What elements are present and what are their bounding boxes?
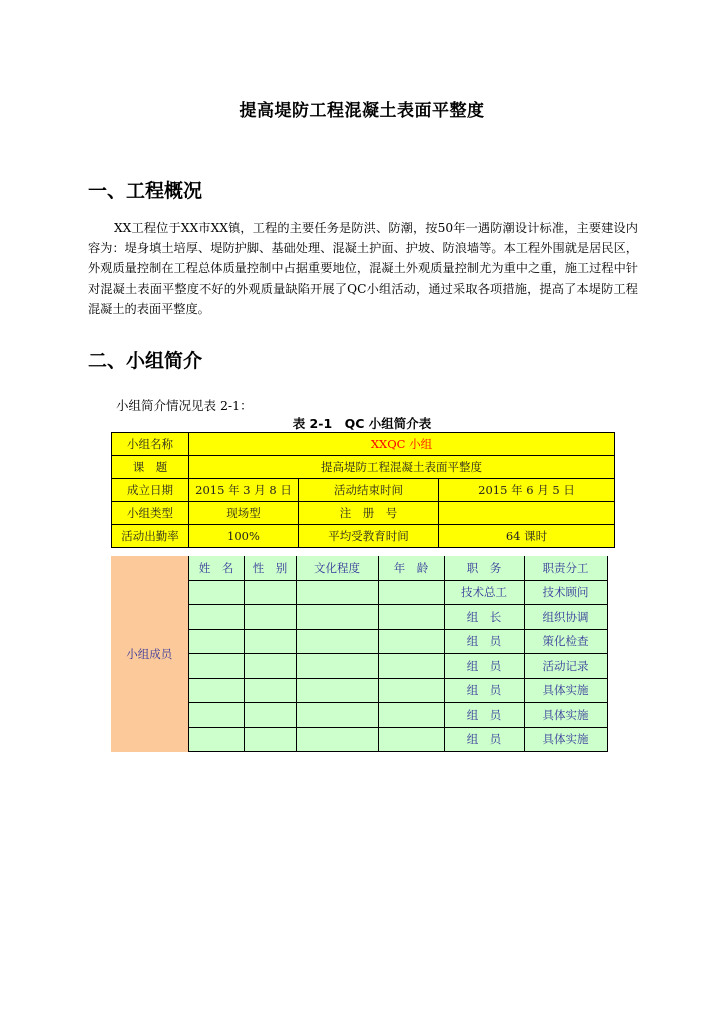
name-cell: [188, 605, 244, 630]
position-cell: 组 员: [444, 678, 524, 703]
overview-paragraph: XX工程位于XX市XX镇，工程的主要任务是防洪、防潮，按50年一遇防潮设计标准，主要建设内容为：堤身填土培厚、堤防护脚、基础处理、混凝土护面、护坡、防浪墙等。本工程外围就是居民区，外观质量控制在工程总体质量控制中占据重要地位，混凝土外观质量控制尤为重中之重，施工过程中针对混凝土表面平整度不好的外观质量缺陷开展了QC小组活动，通过采取各项措施，提高了本堤防工程混凝土的表面平整度。: [88, 221, 638, 316]
education-cell: [296, 605, 378, 630]
gender-cell: [244, 605, 296, 630]
label-cell: 平均受教育时间: [299, 525, 439, 548]
attendance-cell: 100%: [189, 525, 299, 548]
education-cell: [296, 580, 378, 605]
duty-cell: 具体实施: [524, 678, 607, 703]
header-cell: 文化程度: [296, 556, 378, 580]
gender-cell: [244, 580, 296, 605]
label-cell: 活动出勤率: [112, 525, 189, 548]
section-heading-team: 二、小组简介: [88, 350, 203, 372]
duty-cell: 具体实施: [524, 727, 607, 752]
label-cell: 活动结束时间: [299, 479, 439, 502]
header-cell: 职责分工: [524, 556, 607, 580]
info-row-dates: [112, 479, 615, 502]
group-type-cell: 现场型: [189, 502, 299, 525]
age-cell: [378, 629, 444, 654]
education-cell: [296, 654, 378, 679]
group-info-table: [111, 432, 615, 548]
name-cell: [188, 654, 244, 679]
age-cell: [378, 678, 444, 703]
duty-cell: 策化检查: [524, 629, 607, 654]
section-heading-overview: 一、工程概况: [88, 180, 203, 202]
label-cell: 成立日期: [112, 479, 189, 502]
label-cell: 注 册 号: [299, 502, 439, 525]
name-cell: [188, 703, 244, 728]
members-side-label: 小组成员: [111, 556, 188, 752]
gender-cell: [244, 678, 296, 703]
age-cell: [378, 727, 444, 752]
position-cell: 技术总工: [444, 580, 524, 605]
header-cell: 姓 名: [188, 556, 244, 580]
age-cell: [378, 703, 444, 728]
age-cell: [378, 580, 444, 605]
document-title: 提高堤防工程混凝土表面平整度: [239, 101, 485, 121]
age-cell: [378, 654, 444, 679]
education-cell: [296, 703, 378, 728]
position-cell: 组 长: [444, 605, 524, 630]
topic-cell: 提高堤防工程混凝土表面平整度: [189, 456, 615, 479]
position-cell: 组 员: [444, 703, 524, 728]
info-row-name: [112, 433, 615, 456]
position-cell: 组 员: [444, 727, 524, 752]
position-cell: 组 员: [444, 629, 524, 654]
gender-cell: [244, 703, 296, 728]
name-cell: [188, 727, 244, 752]
group-name-cell: XXQC 小组: [189, 433, 615, 456]
age-cell: [378, 605, 444, 630]
table-intro-text: 小组简介情况见表 2-1：: [116, 398, 253, 413]
group-members-table: [111, 556, 608, 752]
members-header-row: [111, 556, 607, 580]
header-cell: 性 别: [244, 556, 296, 580]
table-caption: 表 2-1 QC 小组简介表: [292, 416, 432, 431]
position-cell: 组 员: [444, 654, 524, 679]
header-cell: 年 龄: [378, 556, 444, 580]
education-cell: [296, 629, 378, 654]
name-cell: [188, 678, 244, 703]
duty-cell: 具体实施: [524, 703, 607, 728]
info-row-type: [112, 502, 615, 525]
name-cell: [188, 580, 244, 605]
duty-cell: 活动记录: [524, 654, 607, 679]
founded-date-cell: 2015 年 3 月 8 日: [189, 479, 299, 502]
label-cell: 小组类型: [112, 502, 189, 525]
duty-cell: 技术顾问: [524, 580, 607, 605]
duty-cell: 组织协调: [524, 605, 607, 630]
education-cell: [296, 678, 378, 703]
info-row-topic: [112, 456, 615, 479]
end-date-cell: 2015 年 6 月 5 日: [439, 479, 615, 502]
info-row-attendance: [112, 525, 615, 548]
gender-cell: [244, 629, 296, 654]
education-hours-cell: 64 课时: [439, 525, 615, 548]
education-cell: [296, 727, 378, 752]
gender-cell: [244, 654, 296, 679]
header-cell: 职 务: [444, 556, 524, 580]
label-cell: 课 题: [112, 456, 189, 479]
label-cell: 小组名称: [112, 433, 189, 456]
gender-cell: [244, 727, 296, 752]
name-cell: [188, 629, 244, 654]
registration-number-cell: [439, 502, 615, 525]
